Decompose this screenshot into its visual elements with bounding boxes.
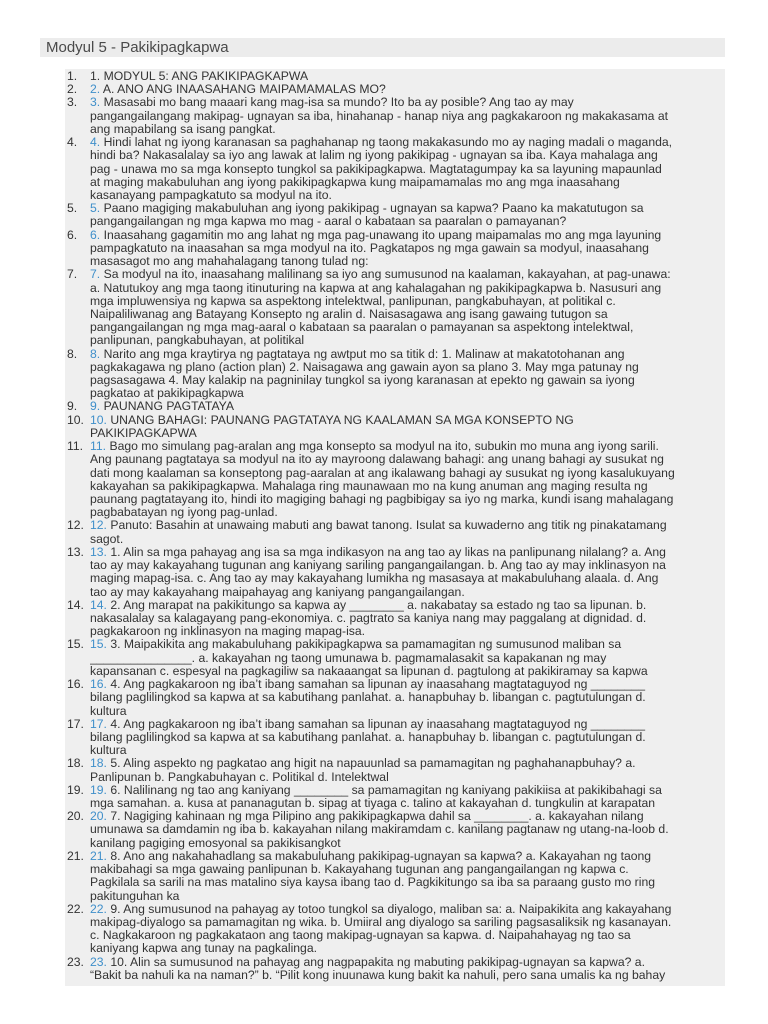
text-line	[90, 123, 725, 136]
text-line	[90, 691, 725, 704]
line-text: Panlipunan b. Pangkabuhayan c. Politikal d. Intelektwal	[90, 770, 389, 784]
slide-link[interactable]: 18.	[90, 757, 107, 771]
text-line	[90, 321, 725, 334]
slide-link[interactable]: 8.	[90, 347, 101, 361]
line-text: bilang paglilingkod sa kapwa at sa kabutihang panlahat. a. hanapbuhay b. libangan c. pagtutulungan d.	[90, 691, 646, 705]
text-line	[90, 890, 725, 903]
text-line	[90, 110, 725, 123]
item-text	[90, 757, 725, 783]
line-text: Naipaliliwanag ang Batayang Konsepto ng aralin d. Naisasagawa ang isang gawaing tutugon sa	[90, 307, 608, 321]
list-item	[65, 810, 725, 850]
line-text: Bago mo simulang pag-aralan ang mga konsepto sa modyul na ito, subukin mo muna ang iyong sarili.	[109, 440, 659, 454]
list-item	[65, 956, 725, 982]
item-label: 1.	[90, 70, 101, 83]
item-text	[90, 599, 725, 639]
item-text	[90, 519, 725, 545]
slide-link[interactable]: 2.	[90, 83, 101, 97]
line-text: ang mapabilang sa isang pangkat.	[90, 122, 276, 136]
line-text: umunawa sa damdamin ng iba b. kakayahan nilang makiramdam c. kanilang pagtanaw ng utang-na-loob d.	[90, 823, 669, 837]
line-text: Panuto: Basahin at unawaing mabuti ang bawat tanong. Isulat sa kuwaderno ang titik ng pinakatamang	[110, 519, 667, 533]
item-number: 22.	[67, 901, 84, 916]
item-number: 4.	[67, 135, 78, 150]
text-line	[90, 942, 725, 955]
text-line	[90, 176, 725, 189]
text-line	[90, 387, 725, 400]
list-item	[65, 638, 725, 678]
line-text: PAKIKIPAGKAPWA	[90, 426, 197, 440]
line-text: paunang pagtatayang ito, hindi ito magiging bahagi ng pagbibigay sa iyo ng marka, kundi isang mahalagang	[90, 493, 674, 506]
list-item	[65, 202, 725, 228]
line-text: pagkakagawa ng plano (action plan) 2. Naisagawa ang gawain ayon sa plano 3. May mga patunay ng	[90, 360, 639, 374]
text-line	[90, 665, 725, 678]
line-text: kanilang pagiging emosyonal sa pakikisangkot	[90, 836, 341, 850]
text-line	[90, 361, 725, 374]
slide-link[interactable]: 22.	[90, 902, 107, 916]
item-number: 13.	[67, 544, 84, 559]
text-line	[90, 467, 725, 480]
item-number: 3.	[67, 95, 78, 110]
list-item	[65, 519, 725, 545]
line-text: makibahagi sa mga gawaing panlipunan b. Kakayahang tugunan ang pangangailangan ng kapwa c.	[90, 863, 629, 877]
slide-link[interactable]: 11.	[90, 440, 107, 454]
text-line	[90, 850, 725, 863]
text-line	[90, 823, 725, 836]
line-text: a. Natutukoy ang mga taong itinuturing na kapwa at ang kahalagahan ng pakikipagkapwa b. Nasusuri ang	[90, 281, 662, 295]
text-line	[90, 308, 725, 321]
text-line	[90, 863, 725, 876]
line-text: sagot.	[90, 532, 124, 546]
list-item	[65, 70, 725, 83]
line-text: 6. Nalilinang ng tao ang kaniyang ________ sa pamamagitan ng kaniyang pakikiisa at pakikibahagi sa	[110, 783, 662, 797]
line-text: pagsasagawa 4. May kalakip na pagninilay tungkol sa iyong karanasan at epekto ng gawain sa iyong	[90, 374, 635, 388]
list-item	[65, 784, 725, 810]
item-text	[90, 638, 725, 678]
line-text: mga impluwensiya ng kapwa sa aspektong intelektwal, panlipunan, pangkabuhayan, at politikal c.	[90, 294, 616, 308]
text-line	[90, 612, 725, 625]
slide-link[interactable]: 16.	[90, 678, 107, 692]
slide-link[interactable]: 4.	[90, 136, 101, 150]
text-line	[90, 480, 725, 493]
line-text: tao ay may kakayahang maipahayag ang kaniyang pangangailangan.	[90, 585, 465, 599]
line-text: kultura	[90, 744, 127, 758]
line-text: pangangailangang makipag- ugnayan sa iba, hinahanap - hanap niya ang pagkakaroon ng makakasama at	[90, 109, 668, 123]
list-item	[65, 229, 725, 269]
line-text: pangangailangan ng mga mag-aaral o kabataan sa paaralan o pamayanan sa aspektong intelektwal,	[90, 321, 634, 335]
text-line	[90, 810, 725, 823]
item-text	[90, 903, 725, 956]
item-number: 12.	[67, 518, 84, 533]
item-number: 15.	[67, 637, 84, 652]
item-text	[90, 202, 725, 228]
line-text: at maging makabuluhan ang iyong pakikipagkapwa kung maipamamalas mo ang mga inaasahang	[90, 175, 620, 189]
text-line	[90, 876, 725, 889]
line-text: Paano magiging makabuluhan ang iyong pakikipag - ugnayan sa kapwa? Paano ka makatutugon sa	[103, 202, 644, 216]
line-text: tao ay may kakayahang tugunan ang kaniyang sariling pangangailangan. b. Ang tao ay may inklinasyon na	[90, 559, 666, 573]
text-line	[90, 453, 725, 466]
line-text: 2. Ang marapat na pakikitungo sa kapwa ay ________ a. nakabatay sa estado ng tao sa lipunan. b.	[110, 598, 647, 612]
text-line	[90, 506, 725, 519]
item-number: 23.	[67, 954, 84, 969]
item-number: 20.	[67, 809, 84, 824]
item-number: 17.	[67, 716, 84, 731]
slide-link[interactable]: 14.	[90, 598, 107, 612]
item-number: 16.	[67, 677, 84, 692]
item-text	[90, 956, 725, 982]
text-line	[90, 282, 725, 295]
item-text	[90, 784, 725, 810]
text-line	[90, 837, 725, 850]
text-line	[90, 149, 725, 162]
text-line	[90, 533, 725, 546]
slide-link[interactable]: 21.	[90, 849, 107, 863]
line-text: pagbabatayan ng iyong pag-unlad.	[90, 506, 278, 520]
text-line	[90, 731, 725, 744]
text-line	[90, 348, 725, 361]
line-text: MODYUL 5: ANG PAKIKIPAGKAPWA	[103, 70, 309, 83]
text-line	[90, 83, 725, 96]
text-line	[90, 229, 725, 242]
list-item	[65, 83, 725, 96]
slide-link[interactable]: 19.	[90, 783, 107, 797]
item-number: 7.	[67, 267, 78, 282]
item-number: 14.	[67, 597, 84, 612]
line-text: nakasalalay sa kalagayang pang-ekonomiya. c. pagtrato sa kaniya nang may paggalang at dignidad. d.	[90, 611, 647, 625]
item-text	[90, 440, 725, 519]
numbered-text-list	[65, 70, 725, 982]
text-line	[90, 903, 725, 916]
item-text	[90, 718, 725, 758]
text-line	[90, 744, 725, 757]
line-text: 10. Alin sa sumusunod na pahayag ang nagpapakita ng mabuting pakikipag-ugnayan sa kapwa? a.	[110, 955, 645, 969]
item-number: 10.	[67, 412, 84, 427]
line-text: pagkatao at pakikipagkapwa	[90, 387, 244, 401]
text-line	[90, 334, 725, 347]
list-item	[65, 850, 725, 903]
line-text: 4. Ang pagkakaroon ng iba’t ibang samahan sa lipunan ay inaasahang magtataguyod ng ________	[110, 717, 645, 731]
text-line	[90, 96, 725, 109]
slide-link[interactable]: 3.	[90, 96, 101, 110]
text-line	[90, 400, 725, 413]
text-line	[90, 427, 725, 440]
text-line	[90, 599, 725, 612]
list-item	[65, 718, 725, 758]
list-item	[65, 268, 725, 347]
text-line	[90, 572, 725, 585]
text-line	[90, 969, 725, 982]
line-text: 1. Alin sa mga pahayag ang isa sa mga indikasyon na ang tao ay likas na panlipunang nilalang? a. Ang	[110, 545, 666, 559]
item-number: 5.	[67, 201, 78, 216]
line-text: pakitunguhan ka	[90, 889, 180, 903]
item-text	[90, 83, 725, 96]
slide-link[interactable]: 5.	[90, 202, 101, 216]
text-line	[90, 255, 725, 268]
item-text	[90, 400, 725, 413]
text-line	[90, 586, 725, 599]
text-line	[90, 374, 725, 387]
item-number: 8.	[67, 346, 78, 361]
item-number: 19.	[67, 782, 84, 797]
text-line	[90, 215, 725, 228]
line-text: kultura	[90, 704, 127, 718]
document-title-bar	[40, 38, 725, 57]
item-text	[90, 268, 725, 347]
text-line	[90, 546, 725, 559]
line-text: Ang paunang pagtataya sa modyul na ito ay mayroong dalawang bahagi: ang unang bahagi ay susukat ng	[90, 453, 664, 467]
text-line	[90, 268, 725, 281]
list-item	[65, 546, 725, 599]
line-text: 5. Aling aspekto ng pagkatao ang higit na napauunlad sa pamamagitan ng paghahanapbuhay? a.	[110, 757, 636, 771]
text-line	[90, 916, 725, 929]
line-text: kakayahan sa pakikipagkapwa. Mahalaga ring maunawaan mo na kung anuman ang maging resulta ng	[90, 479, 648, 493]
line-text: kasanayang pampagkatuto sa modyul na ito.	[90, 188, 332, 202]
text-line	[90, 242, 725, 255]
line-text: 9. Ang sumusunod na pahayag ay totoo tungkol sa diyalogo, maliban sa: a. Naipakikita ang kakayahang	[110, 902, 672, 916]
text-line	[90, 771, 725, 784]
line-text: panlipunan, pangkabuhayan, at politikal	[90, 334, 305, 348]
line-text: _______________. a. kakayahan ng taong umunawa b. pagmamalasakit sa kapakanan ng may	[90, 651, 607, 665]
line-text: hindi ba? Nakasalalay sa iyo ang lawak at lalim ng iyong pakikipag - ugnayan sa iba. Kaya mahalaga ang	[90, 149, 658, 163]
line-text: c. Nagkakaroon ng pagkakataon ang taong makipag-ugnayan sa kapwa. d. Naipahahayag ng tao sa	[90, 929, 631, 943]
slide-link[interactable]: 9.	[90, 400, 101, 414]
item-text	[90, 96, 725, 136]
item-text	[90, 229, 725, 269]
line-text: masasagot mo ang mahahalagang tanong tulad ng:	[90, 255, 369, 269]
line-text: 3. Maipakikita ang makabuluhang pakikipagkapwa sa pamamagitan ng sumusunod maliban sa	[110, 638, 622, 652]
line-text: 8. Ano ang nakahahadlang sa makabuluhang pakikipag-ugnayan sa kapwa? a. Kakayahan ng taong	[110, 849, 652, 863]
list-item	[65, 757, 725, 783]
item-text	[90, 810, 725, 850]
text-line	[90, 440, 725, 453]
slide-link[interactable]: 23.	[90, 955, 107, 969]
line-text: kapansanan c. espesyal na pagkagiliw sa nakaaangat sa lipunan d. pagtulong at pakikiramay sa kapwa	[90, 664, 648, 678]
list-item	[65, 96, 725, 136]
item-text	[90, 348, 725, 401]
line-text: Pagkilala sa sarili na mas matalino siya kaysa ibang tao d. Pagkikitungo sa iba sa paraang gusto mo ring	[90, 876, 656, 890]
text-line	[90, 797, 725, 810]
text-line	[90, 705, 725, 718]
list-item	[65, 903, 725, 956]
document-title: Modyul 5 - Pakikipagkapwa	[46, 39, 229, 56]
text-line	[90, 929, 725, 942]
text-line	[90, 493, 725, 506]
slide-link[interactable]: 6.	[90, 228, 101, 242]
slide-link[interactable]: 12.	[90, 519, 107, 533]
list-item	[65, 348, 725, 401]
text-line	[90, 718, 725, 731]
text-line	[90, 189, 725, 202]
line-text: Sa modyul na ito, inaasahang malilinang sa iyo ang sumusunod na kaalaman, kakayahan, at pag-unawa:	[103, 268, 671, 282]
list-item	[65, 414, 725, 440]
item-number: 1.	[67, 69, 78, 83]
slide-link[interactable]: 13.	[90, 545, 107, 559]
item-number: 21.	[67, 848, 84, 863]
slide-link[interactable]: 20.	[90, 810, 107, 824]
item-number: 11.	[67, 439, 84, 454]
text-line	[90, 295, 725, 308]
line-text: makipag-diyalogo sa pamamagitan ng wika. b. Umiiral ang diyalogo sa sariling pagsasaliksik ng kasanayan.	[90, 916, 672, 929]
line-text: A. ANO ANG INAASAHANG MAIPAMAMALAS MO?	[102, 83, 386, 97]
item-number: 6.	[67, 227, 78, 242]
slide-link[interactable]: 15.	[90, 638, 107, 652]
item-number: 2.	[67, 82, 78, 97]
item-text	[90, 678, 725, 718]
slide-link[interactable]: 7.	[90, 268, 101, 282]
line-text: Masasabi mo bang maaari kang mag-isa sa mundo? Ito ba ay posible? Ang tao ay may	[103, 96, 574, 110]
item-text	[90, 70, 725, 83]
line-text: Inaasahang gagamitin mo ang lahat ng mga pag-unawang ito upang maipamalas mo ang mga layuning	[103, 228, 662, 242]
list-item	[65, 599, 725, 639]
text-line	[90, 414, 725, 427]
text-line	[90, 202, 725, 215]
text-line	[90, 784, 725, 797]
item-text	[90, 136, 725, 202]
line-text: Narito ang mga kraytirya ng pagtataya ng awtput mo sa titik d: 1. Malinaw at makatotohanan ang	[103, 347, 625, 361]
item-text	[90, 850, 725, 903]
list-item	[65, 136, 725, 202]
line-text: pag - unawa mo sa mga konsepto tungkol sa pakikipagkapwa. Magtatagumpay ka sa layuning mapaunlad	[90, 162, 662, 176]
line-text: PAUNANG PAGTATAYA	[103, 400, 235, 414]
list-item	[65, 440, 725, 519]
text-line	[90, 136, 725, 149]
item-number: 18.	[67, 756, 84, 771]
line-text: UNANG BAHAGI: PAUNANG PAGTATAYA NG KAALAMAN SA MGA KONSEPTO NG	[110, 413, 574, 427]
document-text-panel	[65, 69, 725, 986]
text-line	[90, 70, 725, 83]
line-text: 4. Ang pagkakaroon ng iba’t ibang samahan sa lipunan ay inaasahang magtataguyod ng ________	[110, 678, 645, 692]
line-text: pangangailangan ng mga kapwa mo mag - aaral o kabataan sa paaralan o pamayanan?	[90, 215, 567, 229]
line-text: pagkakaroon ng inklinasyon na maging mapag-isa.	[90, 625, 366, 639]
text-line	[90, 956, 725, 969]
line-text: “Bakit ba nahuli ka na naman?” b. “Pilit kong inuunawa kung bakit ka nahuli, pero sana umalis ka ng bahay	[90, 968, 666, 982]
text-line	[90, 625, 725, 638]
text-line	[90, 678, 725, 691]
item-text	[90, 546, 725, 599]
line-text: pampagkatuto na inaasahan sa mga modyul na ito. Pagkatapos ng mga gawain sa modyul, inaasahang	[90, 241, 649, 255]
line-text: dati mong kaalaman sa konseptong pag-aaralan at ang ikalawang bahagi ay susukat ng iyong kasalukuyang	[90, 466, 675, 480]
slide-link[interactable]: 17.	[90, 717, 107, 731]
item-number: 9.	[67, 399, 78, 414]
line-text: Hindi lahat ng iyong karanasan sa paghahanap ng taong makakasundo mo ay naging madali o maganda,	[103, 136, 673, 150]
text-line	[90, 519, 725, 532]
line-text: mga samahan. a. kusa at pananagutan b. sipag at tiyaga c. talino at kakayahan d. tungkulin at karapatan	[90, 797, 656, 811]
text-line	[90, 163, 725, 176]
line-text: maging mapag-isa. c. Ang tao ay may kakayahang lumikha ng masasaya at makabuluhang alaala. d. Ang	[90, 572, 659, 586]
slide-link[interactable]: 10.	[90, 413, 107, 427]
list-item	[65, 678, 725, 718]
text-line	[90, 757, 725, 770]
line-text: bilang paglilingkod sa kapwa at sa kabutihang panlahat. a. hanapbuhay b. libangan c. pagtutulungan d.	[90, 730, 646, 744]
list-item	[65, 400, 725, 413]
line-text: kaniyang kapwa ang tunay na pagkalinga.	[90, 942, 317, 956]
item-text	[90, 414, 725, 440]
text-line	[90, 559, 725, 572]
text-line	[90, 638, 725, 651]
text-line	[90, 652, 725, 665]
line-text: 7. Nagiging kahinaan ng mga Pilipino ang pakikipagkapwa dahil sa ________. a. kakayahan nilang	[110, 810, 644, 824]
